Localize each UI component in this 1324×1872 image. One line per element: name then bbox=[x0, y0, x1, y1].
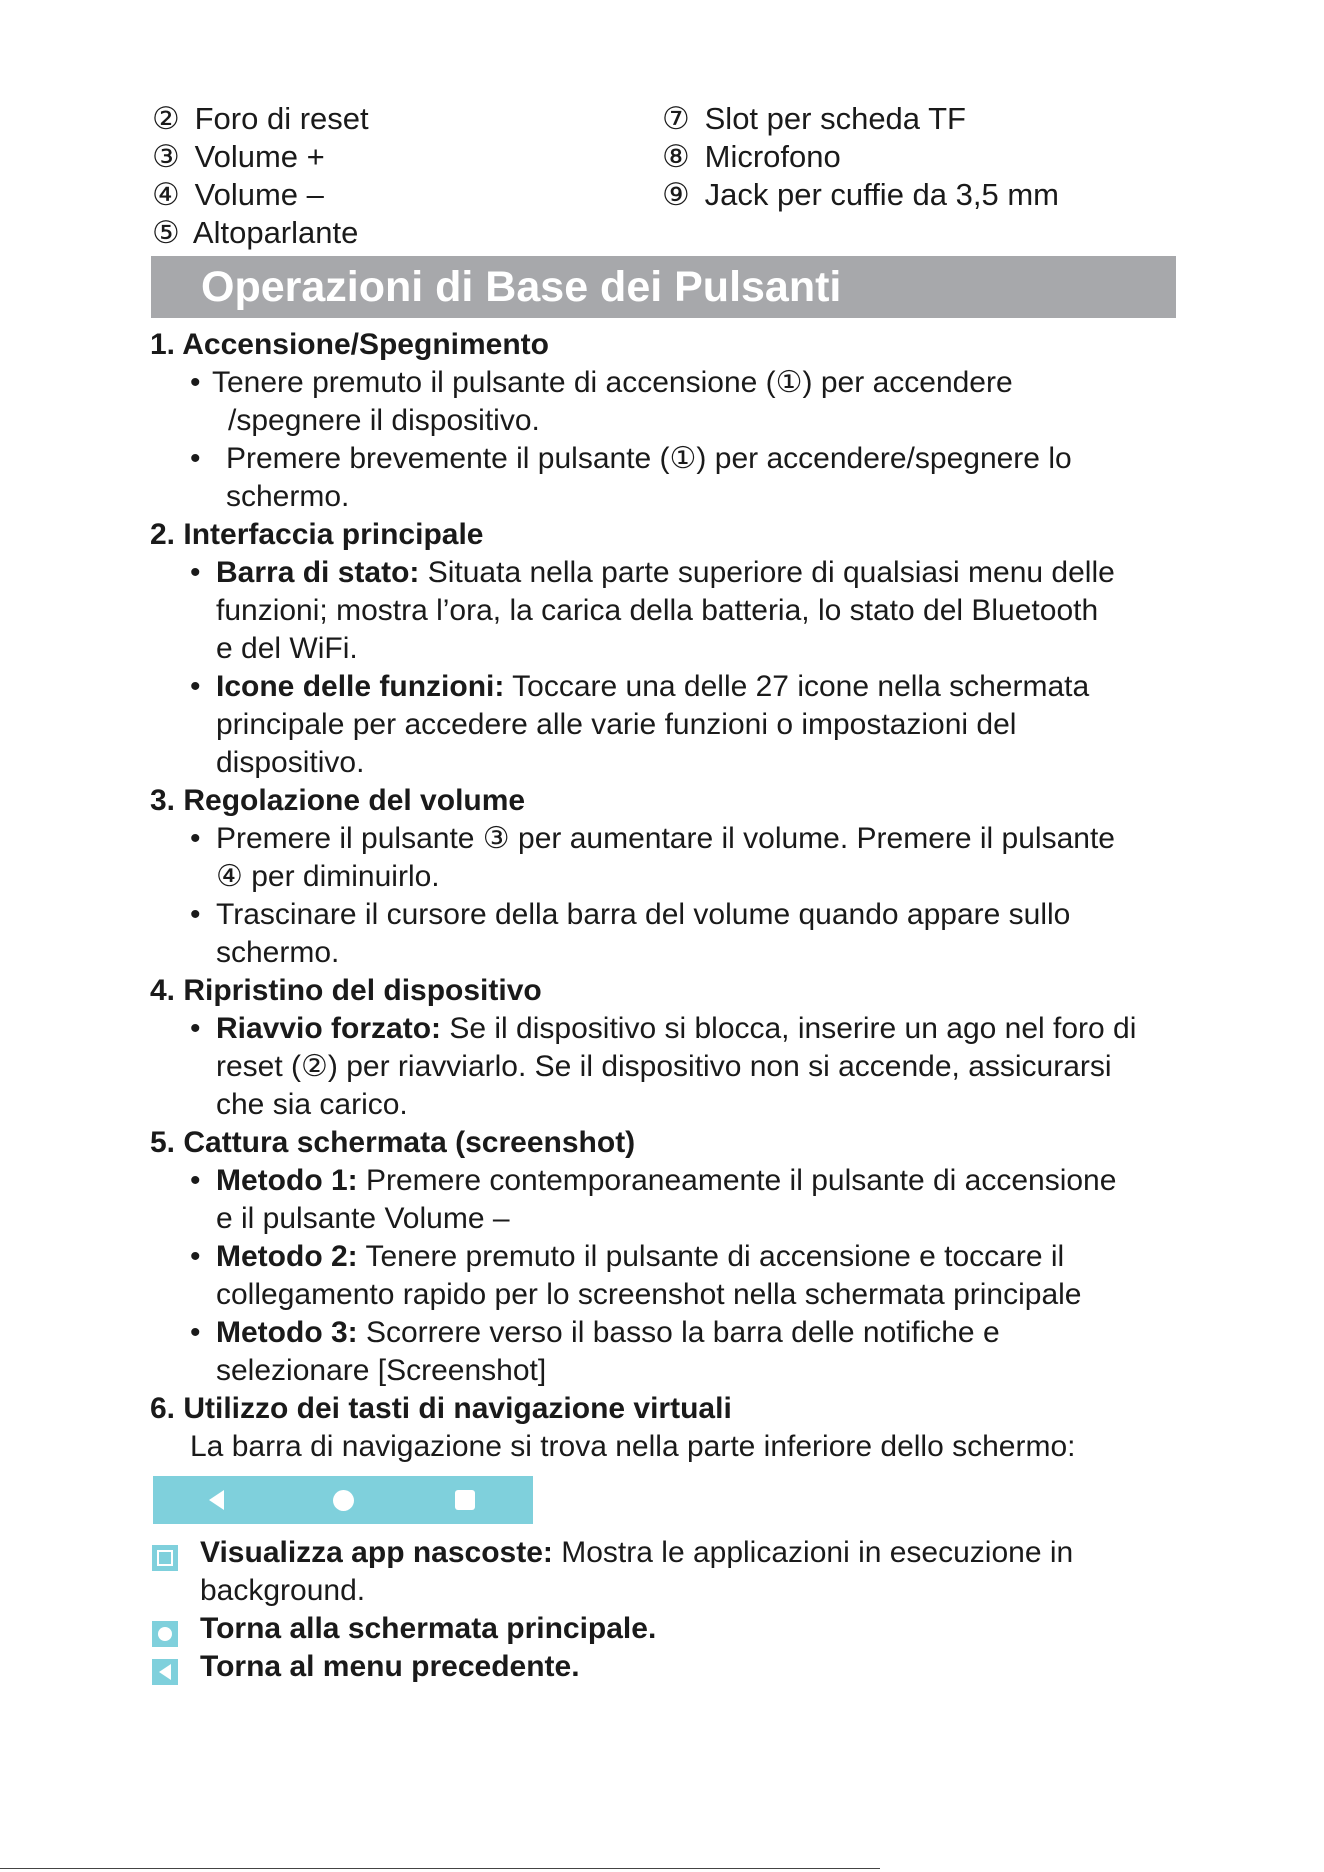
back-triangle-icon bbox=[209, 1490, 224, 1510]
footer-rule bbox=[0, 1868, 880, 1869]
home-circle-icon bbox=[333, 1490, 354, 1511]
legend-item-recent: Visualizza app nascoste: Mostra le applicazioni in esecuzione in background. bbox=[150, 1534, 1180, 1610]
legend-item-back: Torna al menu precedente. bbox=[150, 1648, 1180, 1686]
section-title: 3. Regolazione del volume bbox=[150, 784, 526, 817]
navigation-bar-illustration bbox=[153, 1476, 533, 1524]
section-title: 6. Utilizzo dei tasti di navigazione virtuali bbox=[150, 1392, 732, 1425]
parts-list-right bbox=[662, 100, 1059, 214]
parts-list-left bbox=[152, 100, 369, 252]
section-title: 2. Interfaccia principale bbox=[150, 518, 484, 551]
bullet-item: • Premere brevemente il pulsante (①) per accendere/spegnere lo schermo. bbox=[190, 442, 1072, 513]
section-title: 5. Cattura schermata (screenshot) bbox=[150, 1126, 636, 1159]
bullet-item: • Premere il pulsante ③ per aumentare il volume. Premere il pulsante ④ per diminuirlo. bbox=[190, 822, 1115, 893]
part-item: ② Foro di reset bbox=[152, 101, 369, 136]
bullet-item: • Metodo 3: Scorrere verso il basso la barra delle notifiche e selezionare [Screenshot] bbox=[190, 1316, 1000, 1387]
part-item: ⑤ Altoparlante bbox=[152, 215, 359, 250]
part-item: ④ Volume – bbox=[152, 177, 324, 212]
bullet-item: • Metodo 1: Premere contemporaneamente il pulsante di accensione e il pulsante Volume – bbox=[190, 1164, 1117, 1235]
part-item: ⑦ Slot per scheda TF bbox=[662, 101, 966, 136]
bullet-item: • Metodo 2: Tenere premuto il pulsante di accensione e toccare il collegamento rapido per lo screenshot nella schermata principale bbox=[190, 1240, 1082, 1311]
recent-apps-square-icon bbox=[455, 1490, 475, 1510]
navigation-legend bbox=[150, 1534, 1180, 1686]
bullet-item: • Riavvio forzato: Se il dispositivo si blocca, inserire un ago nel foro di reset (②) per riavviarlo. Se il dispositivo non si accende, assicurarsi che sia carico. bbox=[190, 1012, 1137, 1121]
bullet-item: • Barra di stato: Situata nella parte superiore di qualsiasi menu delle funzioni; mostra l’ora, la carica della batteria, lo stato del Bluetooth e del WiFi. bbox=[190, 556, 1115, 665]
paragraph: La barra di navigazione si trova nella parte inferiore dello schermo: bbox=[190, 1430, 1076, 1463]
part-item: ③ Volume + bbox=[152, 139, 325, 174]
legend-item-home: Torna alla schermata principale. bbox=[150, 1610, 1180, 1648]
instructions bbox=[150, 326, 1180, 1466]
back-icon bbox=[152, 1659, 178, 1685]
recent-apps-icon bbox=[152, 1545, 178, 1571]
part-item: ⑨ Jack per cuffie da 3,5 mm bbox=[662, 177, 1059, 212]
bullet-item: • Trascinare il cursore della barra del volume quando appare sullo schermo. bbox=[190, 898, 1071, 969]
part-item: ⑧ Microfono bbox=[662, 139, 841, 174]
section-title: 4. Ripristino del dispositivo bbox=[150, 974, 542, 1007]
bullet-item: • Tenere premuto il pulsante di accensione (①) per accendere /spegnere il dispositivo. bbox=[190, 366, 1013, 437]
bullet-item: • Icone delle funzioni: Toccare una delle 27 icone nella schermata principale per accedere alle varie funzioni o impostazioni del dispositivo. bbox=[190, 670, 1090, 779]
section-banner: Operazioni di Base dei Pulsanti bbox=[151, 256, 1176, 318]
home-icon bbox=[152, 1621, 178, 1647]
section-title: 1. Accensione/Spegnimento bbox=[150, 328, 549, 361]
